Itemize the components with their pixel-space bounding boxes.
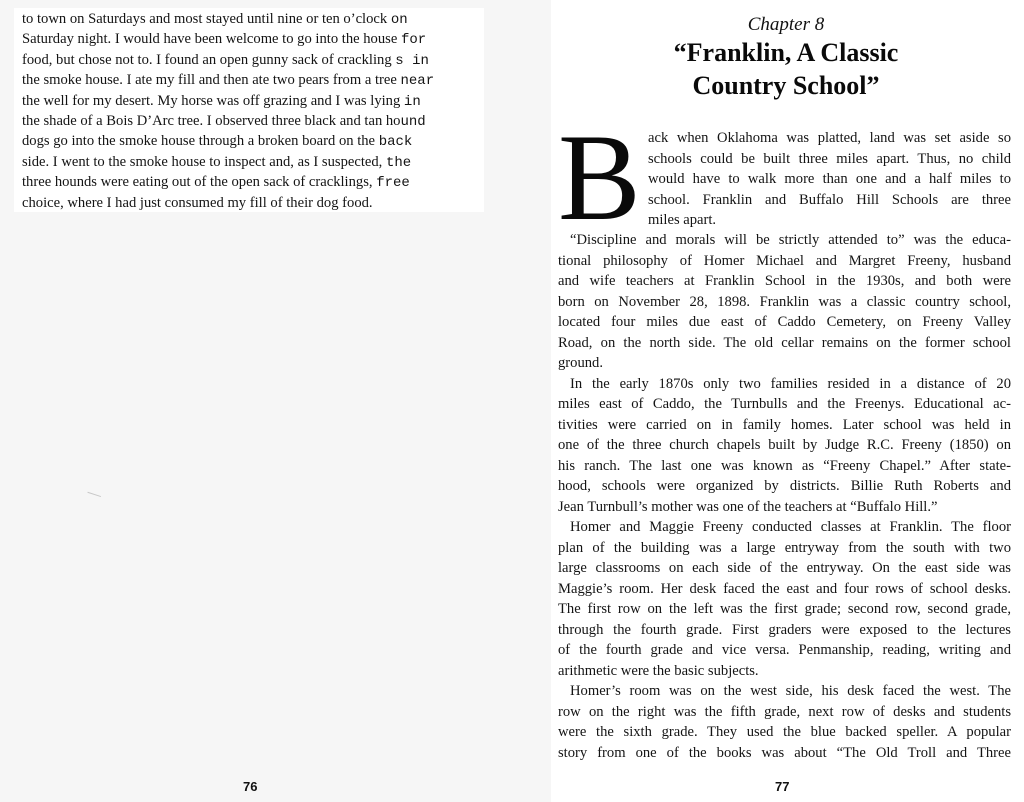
- text-line: [22, 10, 482, 30]
- text-line-main: food, but chose not to. I found an open gunny sack of crackling: [22, 51, 396, 68]
- text-line: Homer’s room was on the west side, his desk faced the west. The: [570, 683, 1011, 699]
- text-line-retyped-fragment: s in: [395, 52, 429, 69]
- text-line: Maggie’s room. Her desk faced the east and four rows of school desks.: [558, 580, 1011, 597]
- text-line: row on the right was the fifth grade, next row of desks and students: [558, 703, 1011, 720]
- text-line: [22, 173, 482, 193]
- text-line: were the sixth grade. They used the blue backed speller. A popular: [558, 724, 1011, 740]
- text-line: [22, 194, 482, 213]
- chapter-title-line-2: Country School”: [692, 71, 880, 100]
- text-line: Homer and Maggie Freeny conducted classes at Franklin. The floor: [570, 519, 1011, 535]
- text-line-retyped-fragment: in: [403, 93, 421, 110]
- scan-smudge-mark: [87, 487, 102, 497]
- text-line: located four miles due east of Caddo Cemetery, on Freeny Valley: [558, 314, 1011, 330]
- text-line: “Discipline and morals will be strictly attended to” was the educa-: [570, 232, 1011, 248]
- chapter-label: Chapter 8: [747, 14, 825, 35]
- text-line-main: choice, where I had just consumed my fill of their dog food.: [22, 194, 373, 211]
- drop-cap-letter: B: [558, 109, 641, 246]
- text-line: The first row on the left was the first grade; second row, second grade,: [558, 601, 1011, 617]
- text-line: would have to walk more than one and a half miles to: [648, 171, 1011, 187]
- drop-cap-paragraph-lines: [648, 128, 1011, 231]
- chapter-title-line-1: “Franklin, A Classic: [673, 38, 899, 67]
- text-line: hood, schools were organized by districts. Billie Ruth Roberts and: [558, 478, 1011, 494]
- chapter-body-text: [558, 109, 1011, 763]
- page-number-left: 76: [243, 779, 258, 794]
- text-line: tional philosophy of Homer Michael and Margret Freeny, husband: [558, 252, 1011, 269]
- paragraph: [558, 517, 1011, 681]
- text-line: story from one of the books was about “The Old Troll and Three: [558, 744, 1011, 761]
- text-line: school. Franklin and Buffalo Hill Schools are three: [648, 191, 1011, 208]
- paragraph: [558, 230, 1011, 374]
- right-page-77: [551, 0, 1024, 802]
- text-line: tivities were carried on in family homes. Later school was held in: [558, 416, 1011, 433]
- text-line-main: the shade of a Bois D’Arc tree. I observed three black and tan ho: [22, 113, 401, 130]
- text-line: In the early 1870s only two families resided in a distance of 20: [570, 375, 1011, 392]
- text-line: arithmetic were the basic subjects.: [558, 662, 759, 679]
- text-line: [22, 112, 482, 132]
- text-line-main: Saturday night. I would have been welcome to go into the house: [22, 31, 401, 48]
- text-line-main: dogs go into the smoke house through a broken board on the: [22, 133, 379, 150]
- text-line: [22, 132, 482, 152]
- text-line-main: the smoke house. I ate my fill and then ate two pears from a tree: [22, 72, 401, 89]
- text-line: Road, on the north side. The old cellar remains on the former school: [558, 334, 1011, 351]
- page-number-right: 77: [775, 779, 790, 794]
- text-line-main: to town on Saturdays and most stayed until nine or ten o’clock: [22, 11, 391, 27]
- text-line-retyped-fragment: free: [376, 175, 410, 192]
- text-line-retyped-fragment: on: [390, 12, 408, 28]
- text-line: large classrooms on each side of the entryway. On the east side was: [558, 560, 1011, 576]
- text-line: [22, 71, 482, 91]
- text-line: [22, 92, 482, 112]
- text-line: ack when Oklahoma was platted, land was set aside so: [648, 130, 1011, 146]
- text-line: his ranch. The last one was known as “Freeny Chapel.” After state-: [558, 457, 1011, 474]
- text-line-retyped-fragment: back: [378, 134, 413, 151]
- text-line-retyped-fragment: the: [385, 154, 412, 171]
- text-line-main: the well for my desert. My horse was off grazing and I was lying: [22, 92, 404, 109]
- text-line: born on November 28, 1898. Franklin was a classic country school,: [558, 293, 1011, 310]
- text-line: one of the three church chapels built by Judge R.C. Freeny (1850) on: [558, 437, 1011, 453]
- text-line: miles apart.: [648, 212, 717, 228]
- text-line-retyped-fragment: near: [400, 73, 435, 90]
- text-line: ground.: [558, 355, 603, 371]
- text-line: of the fourth grade and vice versa. Penmanship, reading, writing and: [558, 642, 1011, 658]
- body-paragraphs: [558, 230, 1011, 763]
- text-line: Jean Turnbull’s mother was one of the teachers at “Buffalo Hill.”: [558, 498, 938, 515]
- left-page-text: [22, 10, 482, 213]
- paragraph: [558, 681, 1011, 763]
- text-line: schools could be built three miles apart. Thus, no child: [648, 150, 1011, 167]
- text-line: through the fourth grade. First graders were exposed to the lectures: [558, 621, 1011, 638]
- text-line-main: side. I went to the smoke house to inspect and, as I suspected,: [22, 153, 386, 170]
- text-line: and wife teachers at Franklin School in the 1930s, and both were: [558, 273, 1011, 289]
- paragraph: [558, 374, 1011, 518]
- text-line: miles east of Caddo, the Turnbulls and the Freenys. Educational ac-: [558, 396, 1011, 412]
- text-line: [22, 30, 482, 50]
- text-line-retyped-fragment: for: [400, 32, 427, 49]
- text-line: plan of the building was a large entryway from the south with two: [558, 539, 1011, 556]
- text-line: [22, 153, 482, 173]
- text-line: [22, 51, 482, 71]
- chapter-title: [551, 36, 1021, 102]
- text-line-retyped-fragment: und: [400, 114, 426, 131]
- text-line-main: three hounds were eating out of the open sack of cracklings,: [22, 174, 377, 191]
